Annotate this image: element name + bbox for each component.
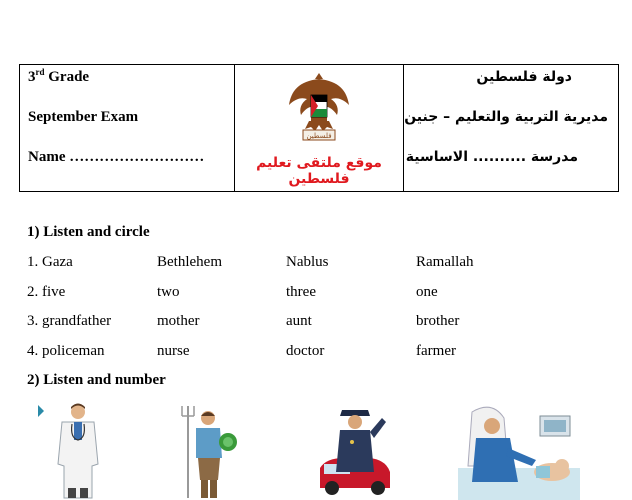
palestine-emblem-icon [287, 71, 351, 141]
bullet-marker-icon [37, 404, 45, 418]
name-field: Name ……………………… [28, 149, 205, 165]
list-row-4 [27, 343, 607, 363]
grade-label: 3rd Grade [28, 67, 90, 85]
list-item: two [157, 284, 180, 300]
list-item: Ramallah [416, 254, 474, 270]
header-right-cell [404, 65, 618, 191]
list-item: 2. five [27, 284, 66, 300]
list-item: nurse [157, 343, 190, 359]
list-row-2 [27, 284, 607, 304]
directorate-label: مديرية التربية والتعليم – جنين [404, 109, 608, 125]
list-item: aunt [286, 313, 312, 329]
section2-title: 2) Listen and number [27, 372, 166, 388]
site-name: موقع ملتقى تعليم فلسطين [256, 155, 382, 187]
section1-title: 1) Listen and circle [27, 224, 150, 240]
header-middle-cell [235, 65, 404, 191]
list-item: doctor [286, 343, 325, 359]
list-item: farmer [416, 343, 456, 359]
list-item: 3. grandfather [27, 313, 112, 329]
list-item: three [286, 284, 316, 300]
list-row-1 [27, 254, 607, 274]
farmer-picture [176, 402, 246, 500]
state-label: دولة فلسطين [476, 69, 572, 85]
list-item: 4. policeman [27, 343, 105, 359]
header-table [19, 64, 619, 192]
list-item: one [416, 284, 438, 300]
nurse-picture [458, 402, 580, 500]
emblem-caption: فلسطين [306, 132, 332, 140]
doctor-picture [48, 402, 108, 500]
list-item: Nablus [286, 254, 329, 270]
header-left-cell [20, 65, 235, 191]
list-item: mother [157, 313, 200, 329]
list-item: brother [416, 313, 460, 329]
school-label: مدرسة .......... الاساسية [405, 149, 578, 165]
list-item: 1. Gaza [27, 254, 73, 270]
exam-title: September Exam [28, 109, 139, 125]
list-item: Bethlehem [157, 254, 222, 270]
list-row-3 [27, 313, 607, 333]
policeman-picture [316, 402, 394, 500]
